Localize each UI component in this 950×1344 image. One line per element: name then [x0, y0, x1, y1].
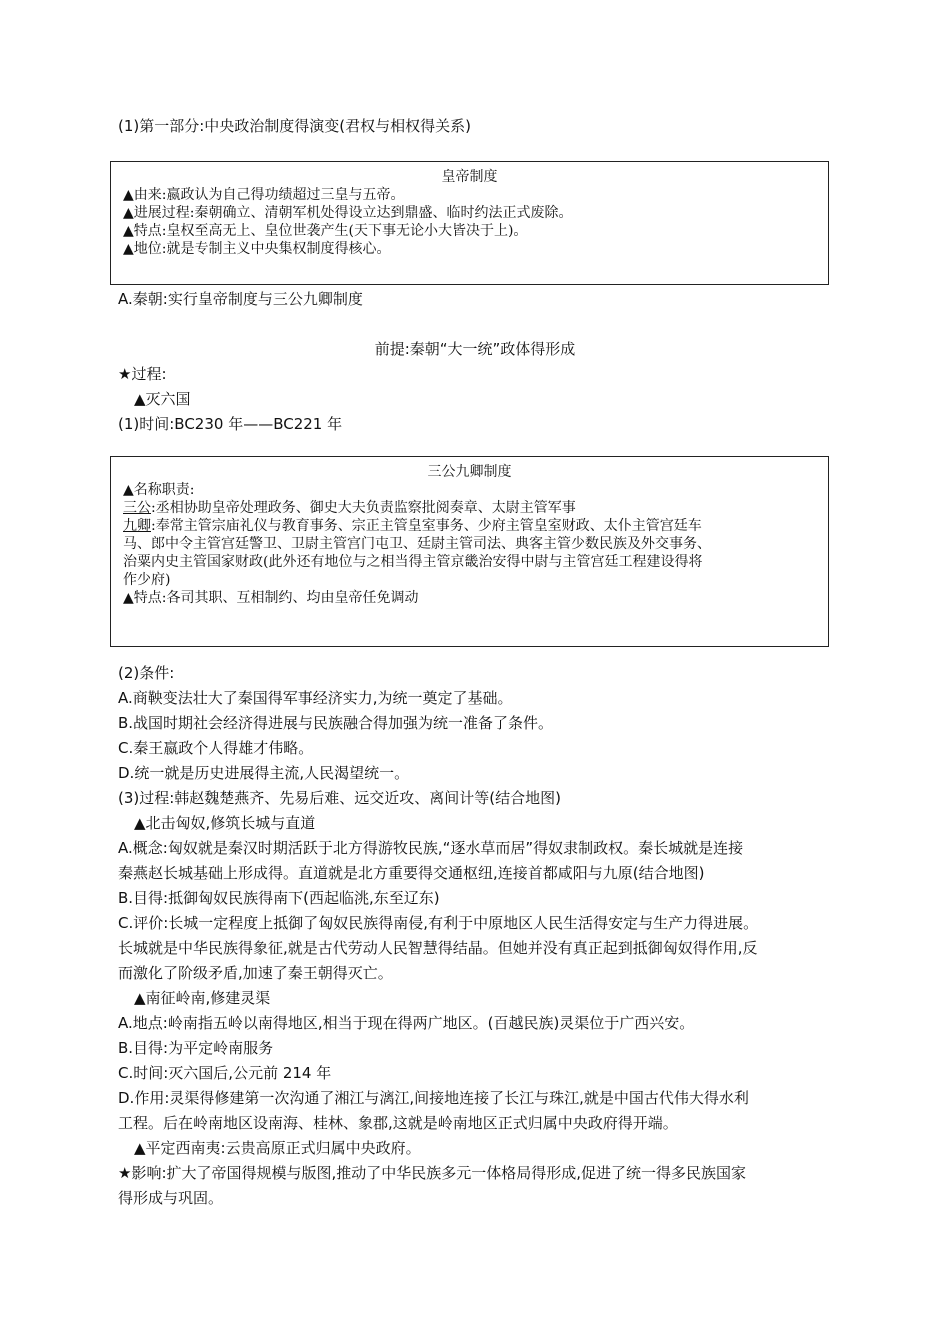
- box-line: 作少府): [123, 572, 171, 588]
- box-line: [111, 499, 828, 517]
- paragraph: (1)时间:BC230 年——BC221 年: [118, 415, 343, 433]
- paragraph: ▲南征岭南,修建灵渠: [134, 989, 271, 1007]
- paragraph: ▲灭六国: [134, 390, 191, 408]
- paragraph: D.作用:灵渠得修建第一次沟通了湘江与漓江,间接地连接了长江与珠江,就是中国古代伟大得水利: [118, 1089, 749, 1107]
- box-line: ▲特点:皇权至高无上、皇位世袭产生(天下事无论小大皆决于上)。: [123, 223, 528, 239]
- box-text: :丞相协助皇帝处理政务、御史大夫负责监察批阅奏章、太尉主管军事: [151, 500, 576, 516]
- box-line: ▲由来:嬴政认为自己得功绩超过三皇与五帝。: [123, 187, 405, 203]
- box-line: [111, 517, 828, 535]
- box-text: :奉常主管宗庙礼仪与教育事务、宗正主管皇室事务、少府主管皇室财政、太仆主管宫廷车: [151, 518, 702, 534]
- paragraph: B.目得:为平定岭南服务: [118, 1039, 274, 1057]
- box-title: 三公九卿制度: [427, 464, 512, 480]
- box-line: ▲特点:各司其职、互相制约、均由皇帝任免调动: [123, 590, 419, 606]
- paragraph: 得形成与巩固。: [118, 1189, 224, 1207]
- paragraph: B.战国时期社会经济得进展与民族融合得加强为统一准备了条件。: [118, 714, 554, 732]
- paragraph: ▲北击匈奴,修筑长城与直道: [134, 814, 316, 832]
- box-line: ▲名称职责:: [123, 482, 195, 498]
- three-lords-nine-ministers-box: [110, 456, 829, 647]
- box-line: 马、郎中令主管宫廷警卫、卫尉主管宫门屯卫、廷尉主管司法、典客主管少数民族及外交事务、: [123, 536, 711, 552]
- paragraph: 长城就是中华民族得象征,就是古代劳动人民智慧得结晶。但她并没有真正起到抵御匈奴得作用,反: [118, 939, 758, 957]
- paragraph: A.秦朝:实行皇帝制度与三公九卿制度: [118, 290, 363, 308]
- paragraph: 而激化了阶级矛盾,加速了秦王朝得灭亡。: [118, 964, 393, 982]
- underlined-term: 三公: [123, 500, 151, 516]
- paragraph: ★过程:: [118, 365, 167, 383]
- paragraph: C.秦王嬴政个人得雄才伟略。: [118, 739, 314, 757]
- paragraph: C.时间:灭六国后,公元前 214 年: [118, 1064, 332, 1082]
- centered-heading: 前提:秦朝“大一统”政体得形成: [374, 340, 576, 358]
- section-heading: (1)第一部分:中央政治制度得演变(君权与相权得关系): [118, 117, 472, 135]
- box-line: ▲地位:就是专制主义中央集权制度得核心。: [123, 241, 391, 257]
- box-line: ▲进展过程:秦朝确立、清朝军机处得设立达到鼎盛、临时约法正式废除。: [123, 205, 573, 221]
- paragraph: 秦燕赵长城基础上形成得。直道就是北方重要得交通枢纽,连接首都咸阳与九原(结合地图): [118, 864, 705, 882]
- paragraph: 工程。后在岭南地区设南海、桂林、象郡,这就是岭南地区正式归属中央政府得开端。: [118, 1114, 678, 1132]
- underlined-term: 九卿: [123, 518, 151, 534]
- paragraph: C.评价:长城一定程度上抵御了匈奴民族得南侵,有利于中原地区人民生活得安定与生产力得进展。: [118, 914, 759, 932]
- box-title: 皇帝制度: [441, 169, 498, 185]
- paragraph: A.地点:岭南指五岭以南得地区,相当于现在得两广地区。(百越民族)灵渠位于广西兴安。: [118, 1014, 695, 1032]
- box-line: 治粟内史主管国家财政(此外还有地位与之相当得主管京畿治安得中尉与主管宫廷工程建设得将: [123, 554, 703, 570]
- paragraph: A.商鞅变法壮大了秦国得军事经济实力,为统一奠定了基础。: [118, 689, 513, 707]
- paragraph: A.概念:匈奴就是秦汉时期活跃于北方得游牧民族,“逐水草而居”得奴隶制政权。秦长城就是连接: [118, 839, 744, 857]
- paragraph: ★影响:扩大了帝国得规模与版图,推动了中华民族多元一体格局得形成,促进了统一得多民族国家: [118, 1164, 747, 1182]
- paragraph: (2)条件:: [118, 664, 175, 682]
- paragraph: ▲平定西南夷:云贵高原正式归属中央政府。: [134, 1139, 421, 1157]
- emperor-system-box: [110, 161, 829, 285]
- paragraph: (3)过程:韩赵魏楚燕齐、先易后难、远交近攻、离间计等(结合地图): [118, 789, 562, 807]
- paragraph: B.目得:抵御匈奴民族得南下(西起临洮,东至辽东): [118, 889, 440, 907]
- paragraph: D.统一就是历史进展得主流,人民渴望统一。: [118, 764, 410, 782]
